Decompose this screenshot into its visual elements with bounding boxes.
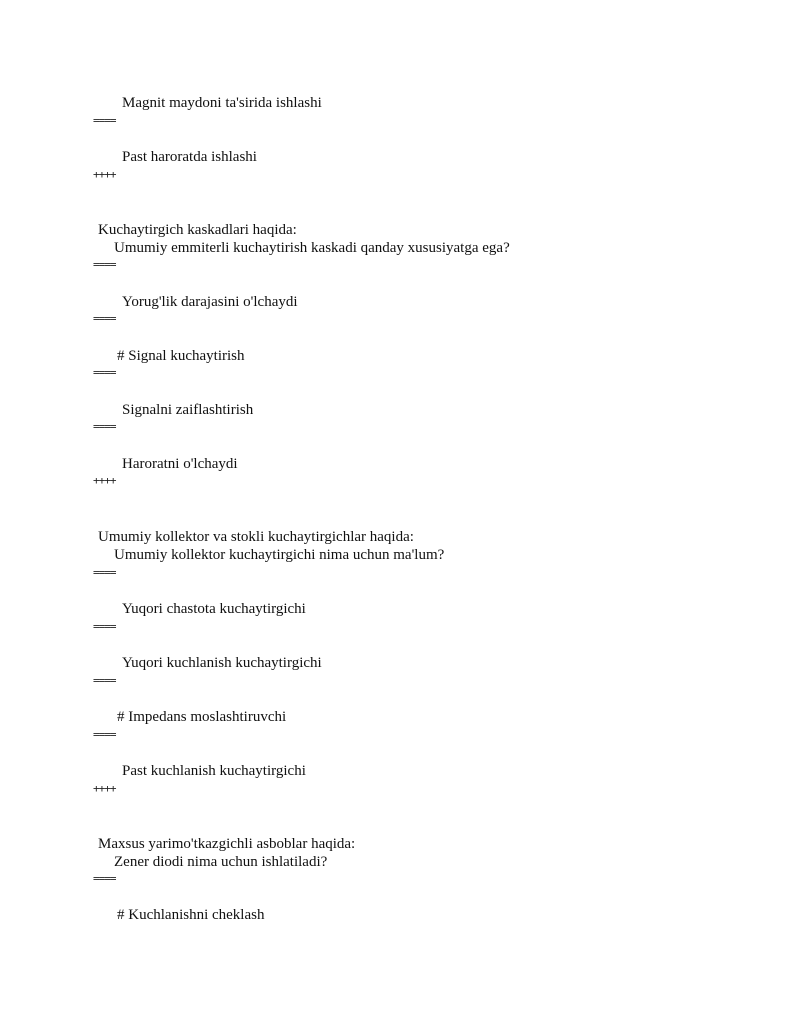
topic-heading: Umumiy kollektor va stokli kuchaytirgichlar haqida: [98,529,414,545]
separator: ++++ [93,168,116,181]
correct-answer-option: # Kuchlanishni cheklash [117,907,265,923]
separator: ++++ [93,782,116,795]
separator: ++++ [93,474,116,487]
question-text: Zener diodi nima uchun ishlatiladi? [114,854,328,870]
separator: ==== [93,872,116,885]
topic-heading: Maxsus yarimo'tkazgichli asboblar haqida: [98,836,356,852]
separator: ==== [93,258,116,271]
answer-option: Yuqori chastota kuchaytirgichi [122,601,306,617]
correct-answer-option: # Signal kuchaytirish [117,348,245,364]
answer-option: Past haroratda ishlashi [122,149,257,165]
answer-option: Past kuchlanish kuchaytirgichi [122,763,306,779]
answer-option: Magnit maydoni ta'sirida ishlashi [122,95,322,111]
separator: ==== [93,566,116,579]
answer-option: Haroratni o'lchaydi [122,456,238,472]
answer-option: Signalni zaiflashtirish [122,402,254,418]
separator: ==== [93,312,116,325]
question-text: Umumiy kollektor kuchaytirgichi nima uchun ma'lum? [114,547,445,563]
separator: ==== [93,728,116,741]
answer-option: Yorug'lik darajasini o'lchaydi [122,294,298,310]
correct-answer-option: # Impedans moslashtiruvchi [117,709,287,725]
separator: ==== [93,420,116,433]
separator: ==== [93,114,116,127]
separator: ==== [93,674,116,687]
question-text: Umumiy emmiterli kuchaytirish kaskadi qanday xususiyatga ega? [114,240,510,256]
topic-heading: Kuchaytirgich kaskadlari haqida: [98,222,297,238]
answer-option: Yuqori kuchlanish kuchaytirgichi [122,655,322,671]
separator: ==== [93,620,116,633]
separator: ==== [93,366,116,379]
